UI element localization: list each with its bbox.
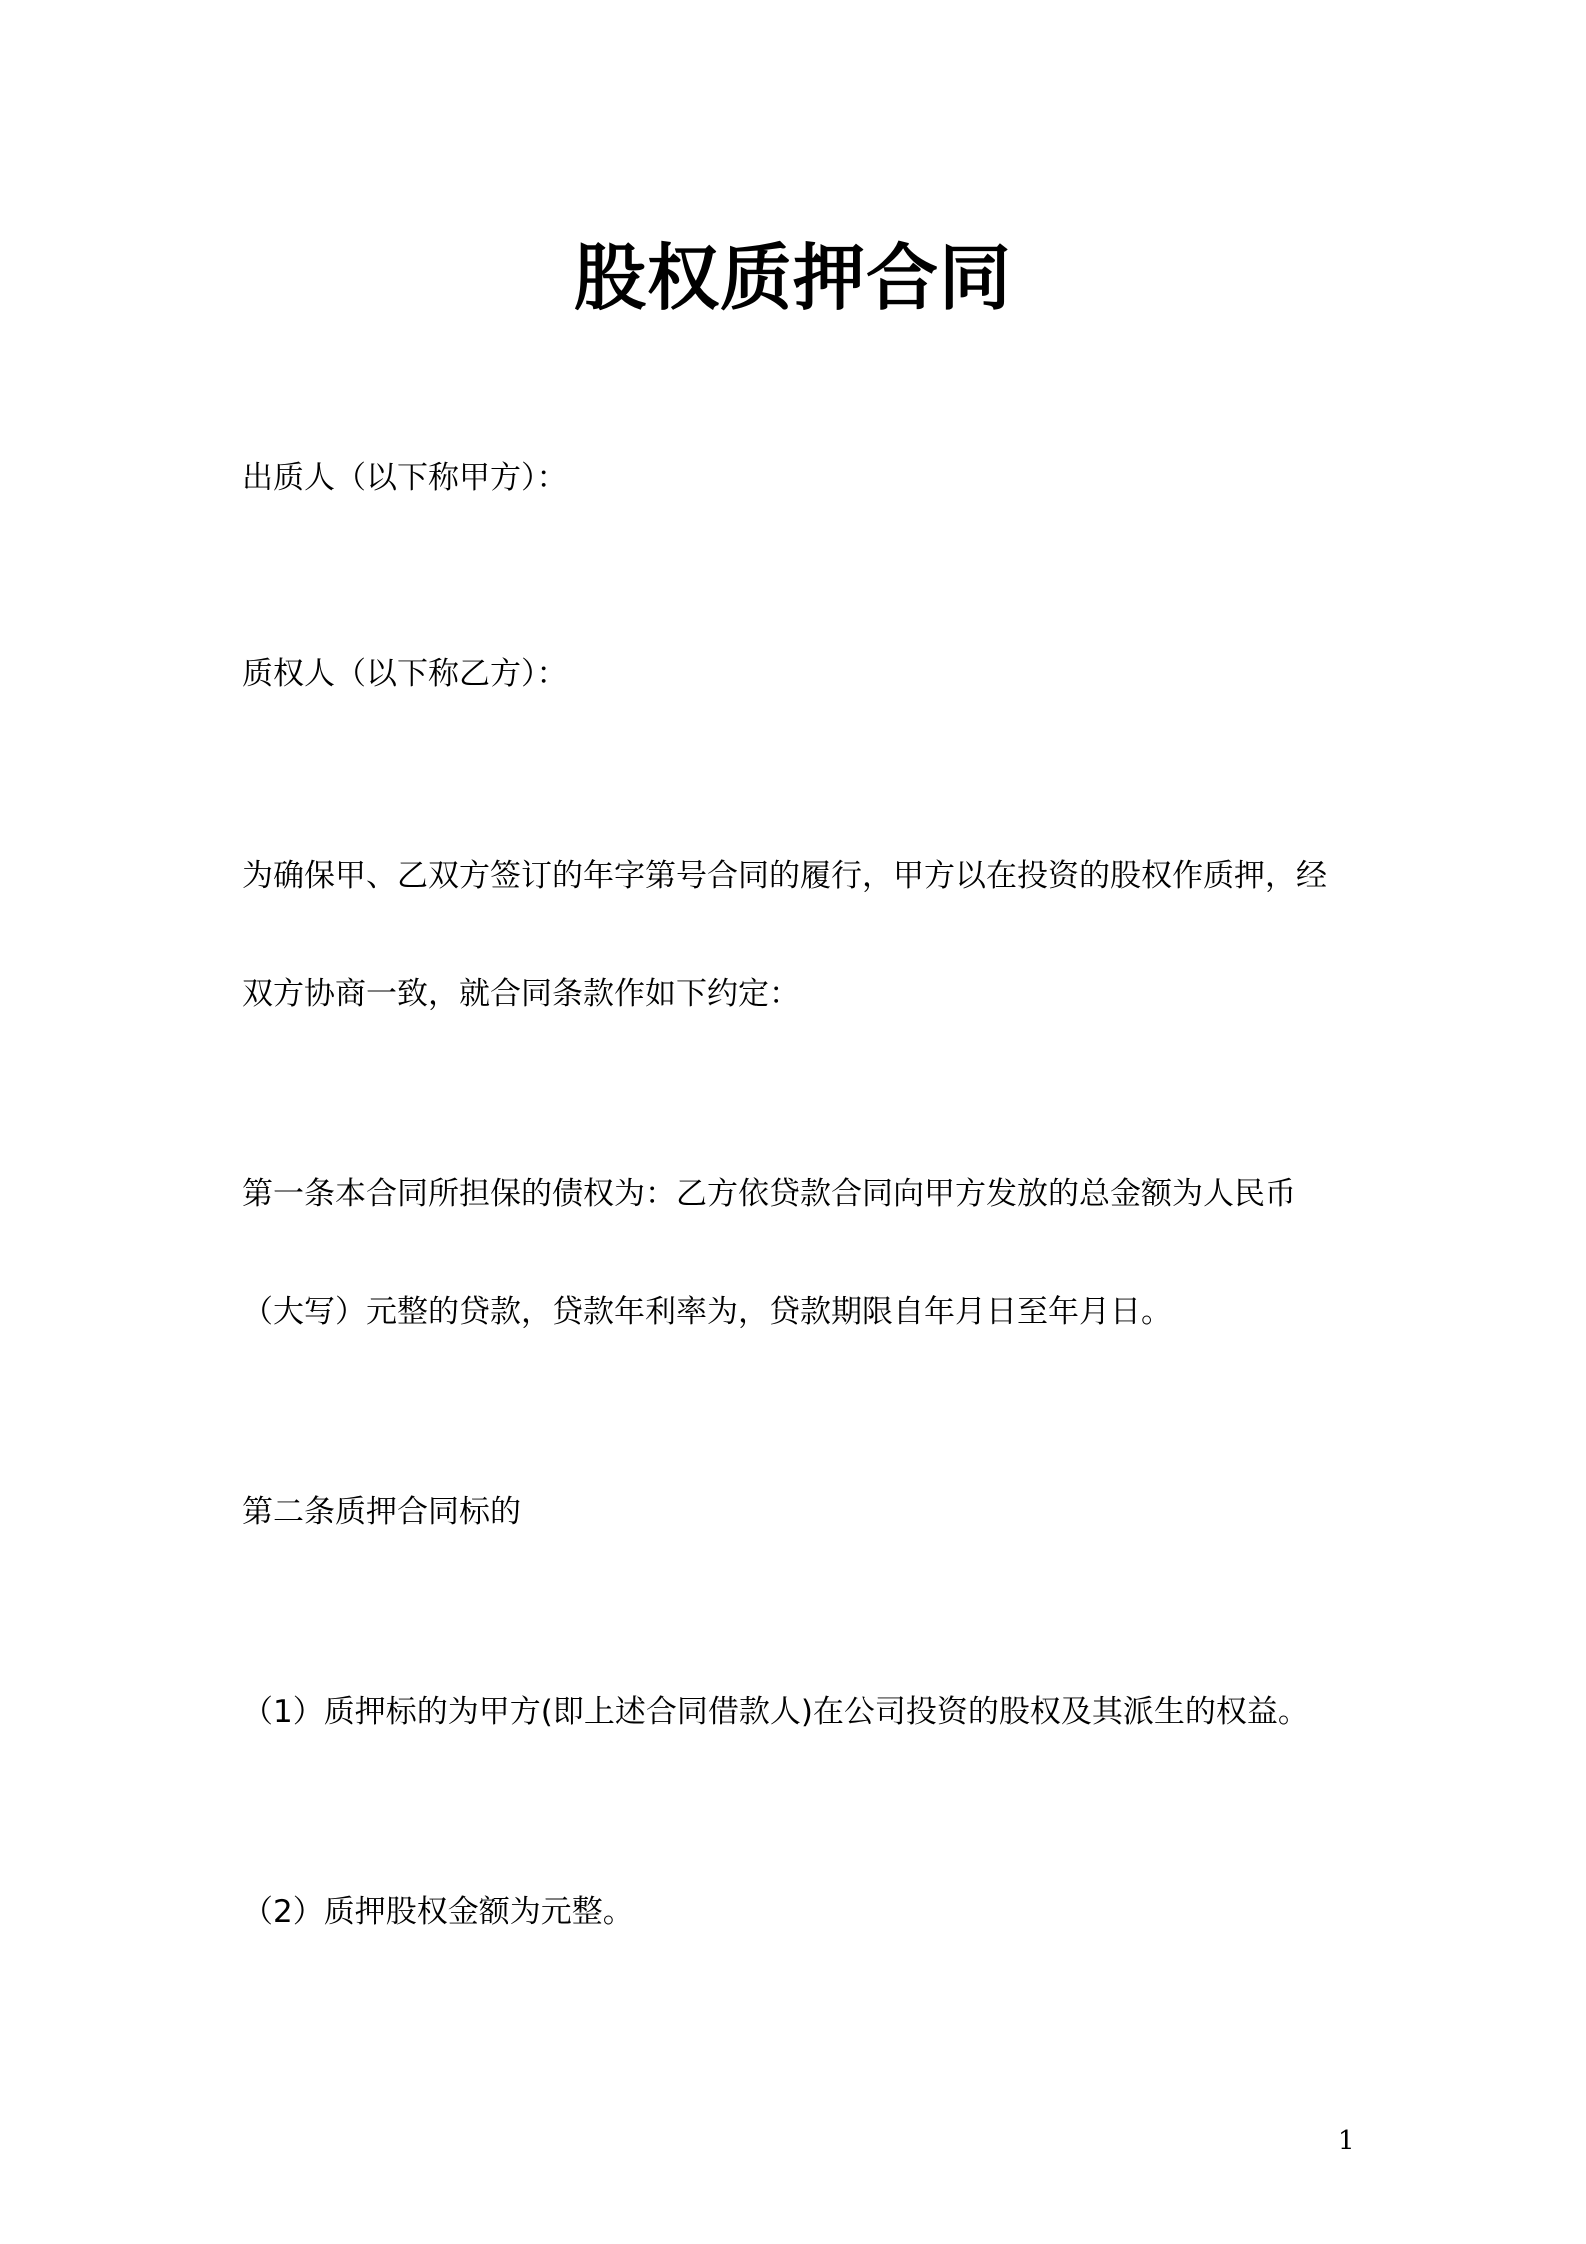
article-2-item-1: （1）质押标的为甲方(即上述合同借款人)在公司投资的股权及其派生的权益。	[242, 1694, 1309, 1730]
preamble-line-1: 为确保甲、乙双方签订的年字第号合同的履行，甲方以在投资的股权作质押，经	[242, 858, 1327, 894]
article-2-heading: 第二条质押合同标的	[242, 1494, 521, 1530]
article-1-line-1: 第一条本合同所担保的债权为：乙方依贷款合同向甲方发放的总金额为人民币	[242, 1176, 1296, 1212]
page-number: 1	[1338, 2126, 1355, 2156]
preamble-line-2: 双方协商一致，就合同条款作如下约定：	[242, 976, 800, 1012]
document-title: 股权质押合同	[573, 236, 1012, 320]
article-2-item-2: （2）质押股权金额为元整。	[242, 1894, 634, 1930]
article-1-line-2: （大写）元整的贷款，贷款年利率为，贷款期限自年月日至年月日。	[242, 1294, 1172, 1330]
pledgee-line: 质权人（以下称乙方）：	[242, 656, 568, 692]
pledgor-line: 出质人（以下称甲方）：	[242, 460, 568, 496]
